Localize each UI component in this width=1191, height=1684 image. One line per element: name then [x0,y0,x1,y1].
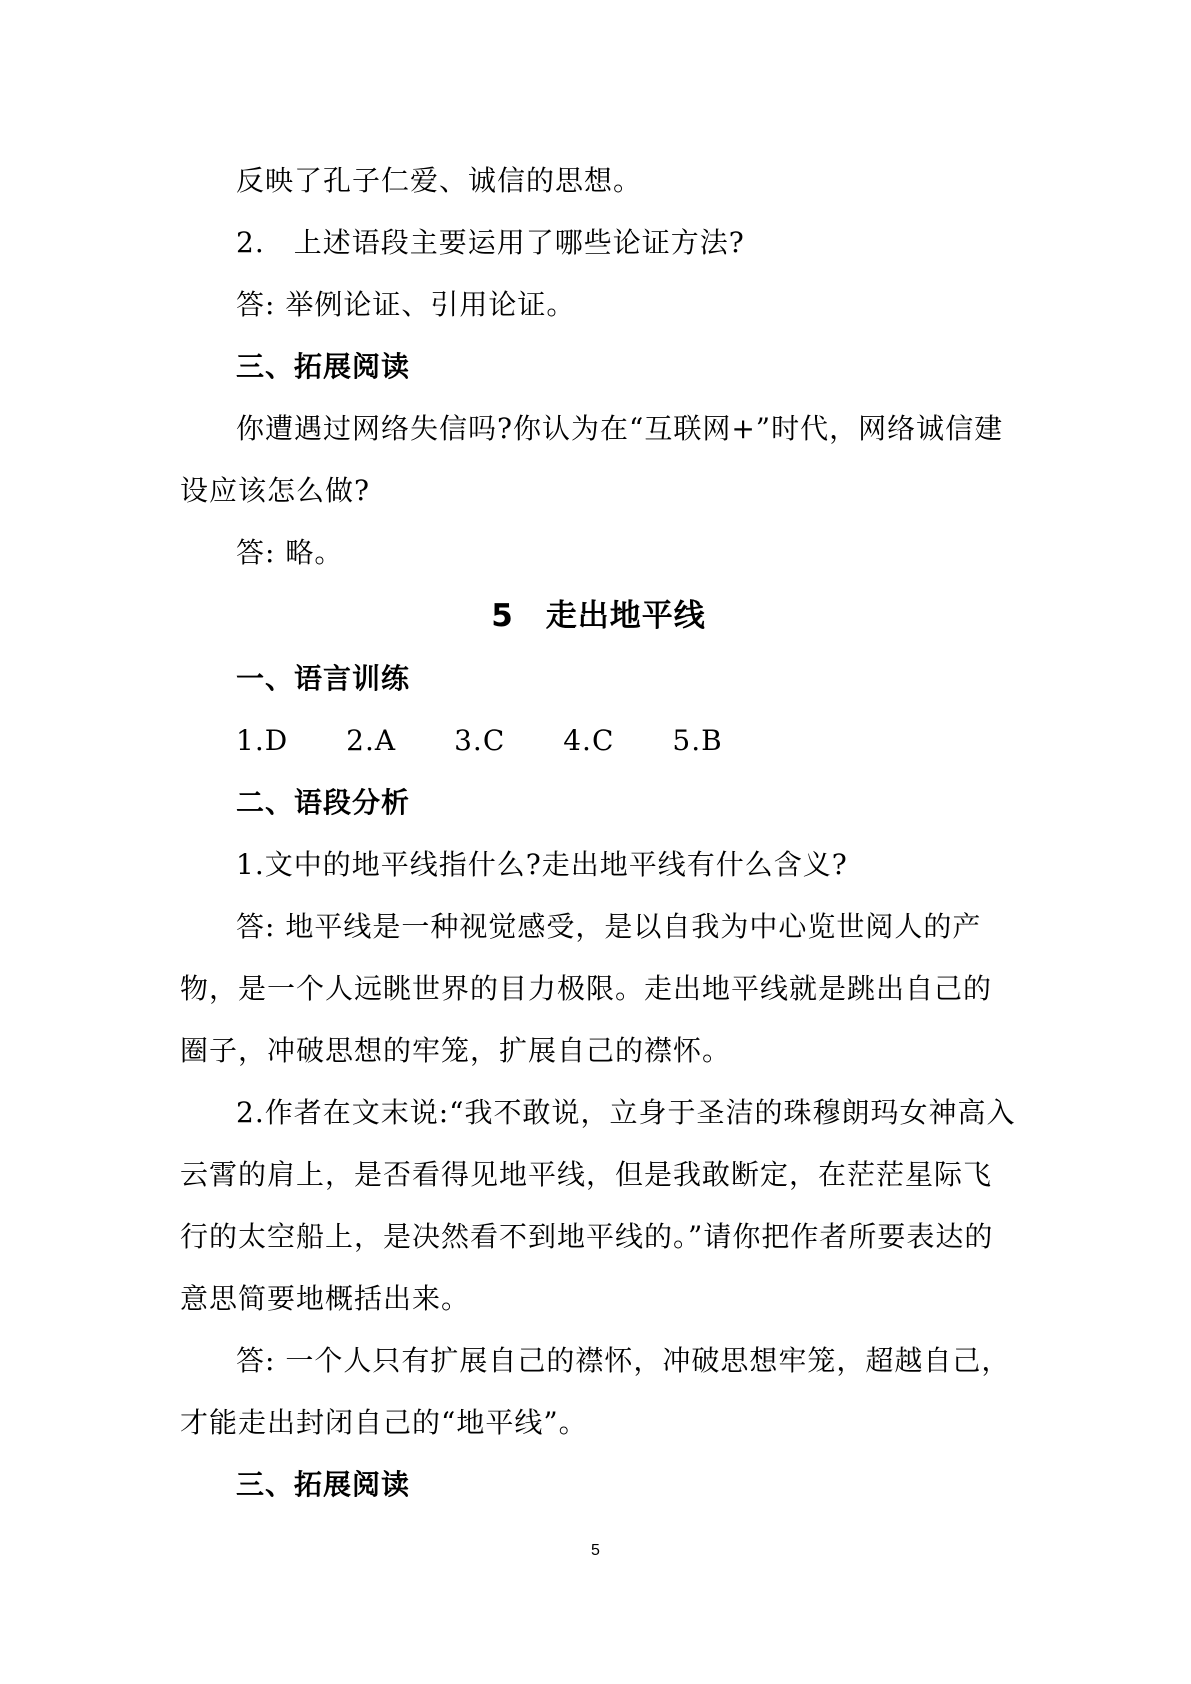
section-heading-language-training: 一、语言训练 [236,662,411,695]
section-heading-extended-reading: 三、拓展阅读 [236,350,411,383]
analysis-question-2: 2.作者在文末说:“我不敢说，立身于圣洁的珠穆朗玛女神高入云霄的肩上，是否看得见地平线，但是我敢断定，在茫茫星际飞行的太空船上，是决然看不到地平线的。”请你把作者所要表达的意思简要地概括出来。 [180,1096,1016,1315]
paragraph-conclusion: 反映了孔子仁爱、诚信的思想。 [236,164,643,197]
analysis-question-1: 1.文中的地平线指什么?走出地平线有什么含义? [236,848,848,881]
lesson-title: 5 走出地平线 [491,598,706,634]
language-training-answers: 1.D 2.A 3.C 4.C 5.B [236,724,723,757]
section-heading-passage-analysis: 二、语段分析 [236,786,411,819]
page-content [180,150,1017,1516]
question-2: 2. 上述语段主要运用了哪些论证方法? [236,226,745,259]
analysis-answer-1: 答: 地平线是一种视觉感受，是以自我为中心览世阅人的产物，是一个人远眺世界的目力极限。走出地平线就是跳出自己的圈子，冲破思想的牢笼，扩展自己的襟怀。 [180,910,993,1067]
answer-2: 答: 举例论证、引用论证。 [236,288,576,321]
extended-reading-answer: 答: 略。 [236,536,344,569]
extended-reading-question: 你遭遇过网络失信吗?你认为在“互联网+”时代，网络诚信建设应该怎么做? [180,412,1004,507]
section-heading-extended-reading-2: 三、拓展阅读 [236,1468,411,1501]
page-number: 5 [591,1542,600,1559]
analysis-answer-2: 答: 一个人只有扩展自己的襟怀，冲破思想牢笼，超越自己，才能走出封闭自己的“地平线”。 [180,1344,1011,1439]
